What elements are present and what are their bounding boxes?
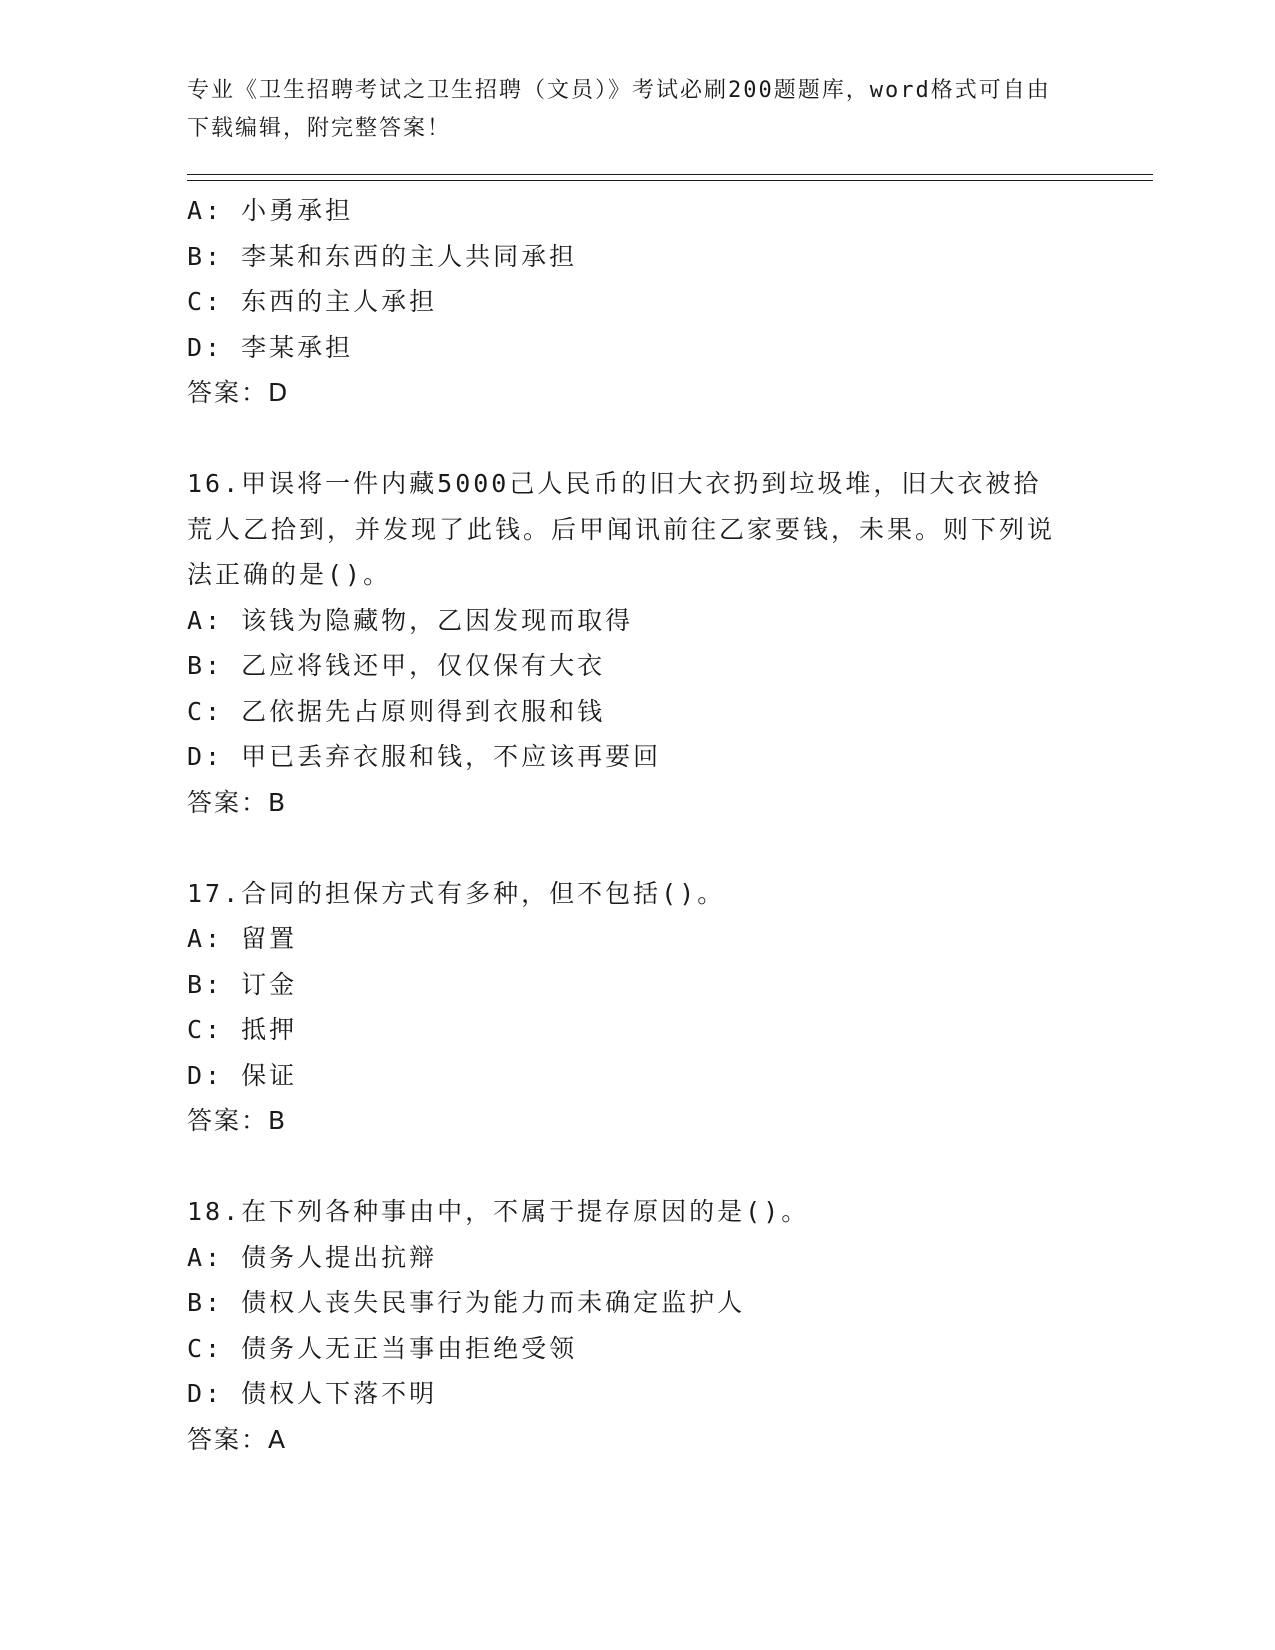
option-c: C: 抵押 — [187, 1015, 298, 1044]
option-b: B: 乙应将钱还甲，仅仅保有大衣 — [187, 651, 606, 680]
option-a: A: 留置 — [187, 924, 298, 953]
option-c: C: 乙依据先占原则得到衣服和钱 — [187, 696, 606, 726]
answer-text: 答案：B — [187, 1106, 288, 1135]
answer-text: 答案：A — [187, 1424, 288, 1454]
option-d: D: 债权人下落不明 — [187, 1379, 438, 1408]
option-c: C: 东西的主人承担 — [187, 287, 438, 316]
header-divider-bottom — [187, 180, 1153, 181]
spacer — [187, 825, 1087, 871]
question-block-15 — [187, 188, 1087, 416]
spacer — [187, 1144, 1087, 1190]
question-list — [187, 188, 1087, 1462]
option-a: A: 小勇承担 — [187, 196, 354, 225]
option-b: B: 李某和东西的主人共同承担 — [187, 241, 578, 271]
option-a: A: 债务人提出抗辩 — [187, 1242, 438, 1272]
document-header: 专业《卫生招聘考试之卫生招聘（文员）》考试必刷200题题库，word格式可自由下载编辑，附完整答案！ — [187, 78, 1051, 141]
option-d: D: 李某承担 — [187, 332, 354, 362]
option-a: A: 该钱为隐藏物，乙因发现而取得 — [187, 605, 634, 635]
header-divider-top — [187, 174, 1153, 175]
option-b: B: 订金 — [187, 969, 298, 999]
option-d: D: 保证 — [187, 1060, 298, 1090]
question-text: 18.在下列各种事由中，不属于提存原因的是()。 — [187, 1197, 810, 1226]
question-block-16 — [187, 461, 1087, 825]
answer-text: 答案：B — [187, 787, 288, 817]
option-c: C: 债务人无正当事由拒绝受领 — [187, 1333, 578, 1363]
option-b: B: 债权人丧失民事行为能力而未确定监护人 — [187, 1288, 746, 1317]
spacer — [187, 416, 1087, 462]
option-d: D: 甲已丢弃衣服和钱，不应该再要回 — [187, 742, 662, 771]
question-text: 16.甲误将一件内藏5000己人民币的旧大衣扔到垃圾堆，旧大衣被拾荒人乙拾到，并发现了此钱。后甲闻讯前往乙家要钱，未果。则下列说法正确的是()。 — [187, 469, 1056, 589]
answer-text: 答案：D — [187, 378, 290, 407]
question-text: 17.合同的担保方式有多种，但不包括()。 — [187, 878, 726, 908]
question-block-18 — [187, 1189, 1087, 1462]
question-block-17 — [187, 871, 1087, 1144]
